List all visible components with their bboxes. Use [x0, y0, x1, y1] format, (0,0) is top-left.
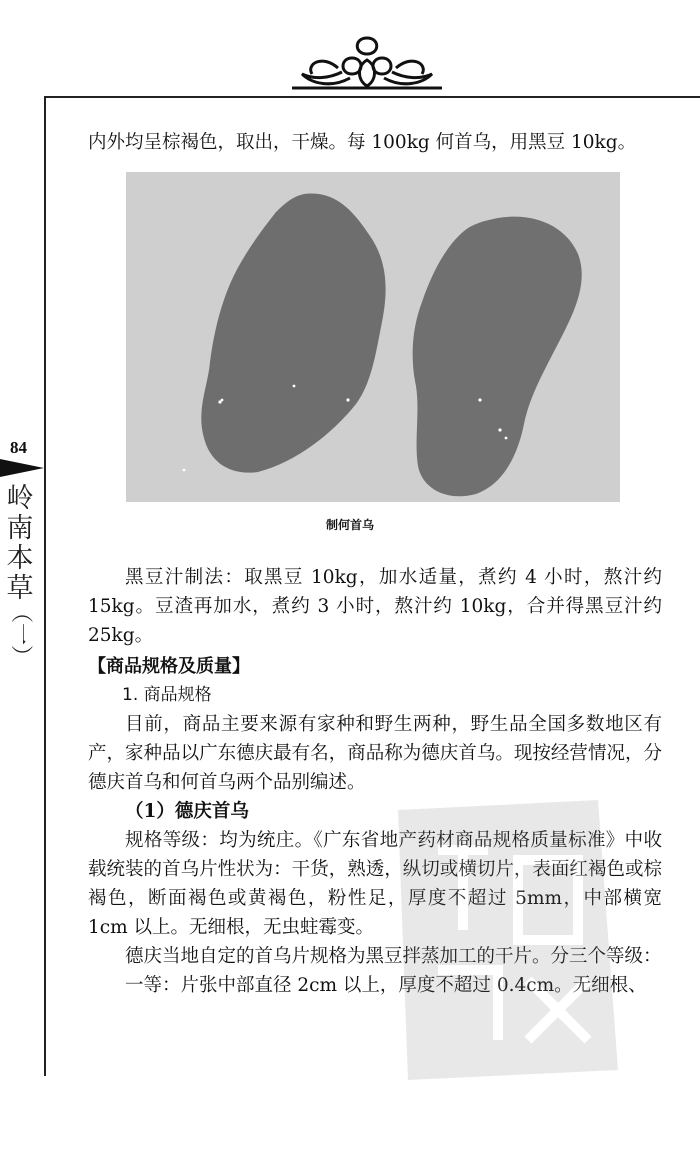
- page-number: 84: [10, 438, 27, 457]
- paragraph: 一等：片张中部直径 2cm 以上，厚度不超过 0.4cm。无细根、: [125, 975, 647, 996]
- seal-watermark: [368, 790, 628, 1090]
- text-block-top: [88, 128, 662, 157]
- left-margin-rule: [44, 96, 46, 1076]
- running-title-char: 草: [6, 573, 34, 604]
- running-title-char: 岭: [6, 483, 34, 514]
- section-heading: 【商品规格及质量】: [88, 656, 250, 677]
- paragraph-top: 内外均呈棕褐色，取出，干燥。每 100kg 何首乌，用黑豆 10kg。: [88, 132, 637, 153]
- subsection-heading: 1. 商品规格: [122, 685, 212, 705]
- running-title-char: 本: [6, 543, 34, 574]
- figure-photo: [126, 172, 620, 502]
- running-title: [6, 483, 34, 668]
- paragraph: 目前，商品主要来源有家种和野生两种，野生品全国多数地区有产，家种品以广东德庆最有名，商品称为德庆首乌。现按经营情况，分德庆首乌和何首乌两个品别编述。: [88, 714, 662, 793]
- paragraph: 规格等级：均为统庄。《广东省地产药材商品规格质量标准》中收载统装的首乌片性状为：干货，熟透，纵切或横切片，表面红褐色或棕褐色，断面褐色或黄褐色，粉性足，厚度不超过 5mm，中部横宽 1cm 以上。无细根，无虫蛀霉变。: [88, 830, 662, 938]
- margin-pointer: [0, 459, 44, 477]
- paragraph: 黑豆汁制法：取黑豆 10kg，加水适量，煮约 4 小时，熬汁约 15kg。豆渣再加水，煮约 3 小时，熬汁约 10kg，合并得黑豆汁约 25kg。: [88, 567, 662, 646]
- top-rule: [44, 96, 700, 98]
- paragraph: 德庆当地自定的首乌片规格为黑豆拌蒸加工的干片。分三个等级：: [125, 946, 662, 967]
- running-title-char: 南: [6, 513, 34, 544]
- figure-caption: 制何首乌: [325, 518, 374, 532]
- knot-ornament-icon: [292, 30, 442, 94]
- subsection-heading: （1）德庆首乌: [125, 801, 249, 822]
- running-title-volume: （一）: [8, 601, 33, 668]
